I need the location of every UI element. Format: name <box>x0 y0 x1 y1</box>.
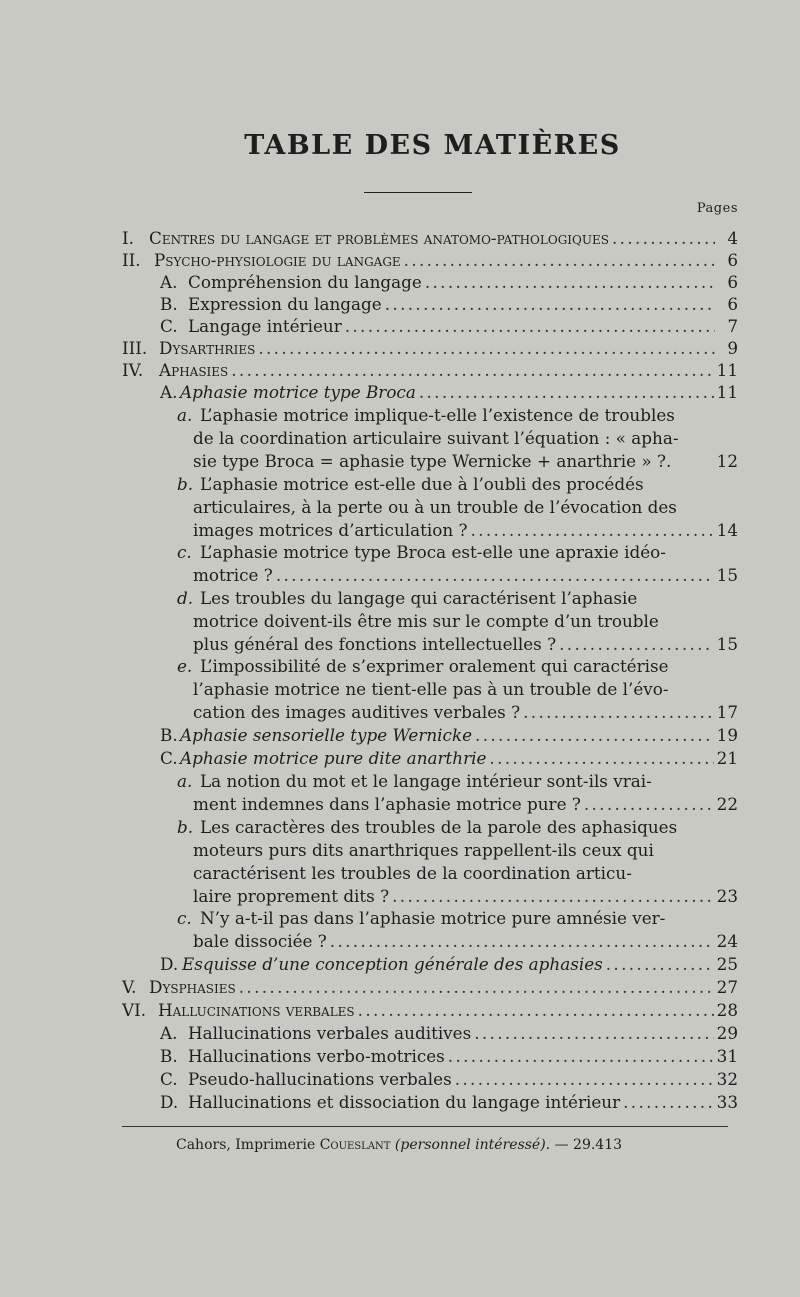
toc-page: 6 <box>727 272 738 292</box>
toc-text: Centres du langage et problèmes anatomo-pathologiques <box>149 228 609 248</box>
toc-page: 9 <box>727 338 738 358</box>
toc-number: VI. <box>122 1000 147 1020</box>
toc-text-line: bale dissociée ? <box>193 931 327 951</box>
toc-page: 27 <box>716 977 738 997</box>
dot-leader <box>345 316 715 336</box>
toc-text-line: articulaires, à la perte ou à un trouble de l’évocation des <box>193 497 677 517</box>
dot-leader <box>470 520 713 540</box>
dot-leader <box>448 1046 714 1066</box>
footer-divider <box>122 1126 728 1127</box>
toc-number: II. <box>122 250 141 270</box>
toc-page: 15 <box>716 634 738 654</box>
toc-number: D. <box>160 1092 179 1112</box>
toc-text-line: l’aphasie motrice ne tient-elle pas à un trouble de l’évo- <box>193 679 669 699</box>
toc-text-line: ment indemnes dans l’aphasie motrice pure ? <box>193 794 581 814</box>
toc-text-line: moteurs purs dits anarthriques rappellent-ils ceux qui <box>193 840 654 860</box>
colophon-printer: Coueslant <box>319 1137 391 1153</box>
toc-text-line: La notion du mot et le langage intérieur sont-ils vrai- <box>200 771 652 791</box>
colophon-prefix: Cahors, Imprimerie <box>176 1137 320 1153</box>
toc-page: 21 <box>716 748 738 768</box>
toc-number: D. <box>160 954 179 974</box>
toc-page: 11 <box>716 382 738 402</box>
dot-leader <box>489 748 713 768</box>
dot-leader <box>239 977 714 997</box>
page-title: TABLE DES MATIÈRES <box>244 130 621 161</box>
toc-page: 19 <box>716 725 738 745</box>
toc-page: 6 <box>727 294 738 314</box>
toc-text: Pseudo-hallucinations verbales <box>188 1069 452 1089</box>
toc-text: Aphasie motrice pure dite anarthrie <box>180 748 487 768</box>
toc-page: 29 <box>716 1023 738 1043</box>
toc-text-line: L’impossibilité de s’exprimer oralement qui caractérise <box>200 656 669 676</box>
toc-text-line: plus général des fonctions intellectuelles ? <box>193 634 557 654</box>
dot-leader <box>231 360 713 380</box>
dot-leader <box>606 954 714 974</box>
toc-text: Hallucinations verbales <box>158 1000 355 1020</box>
toc-number: c. <box>177 542 192 562</box>
dot-leader <box>385 294 715 314</box>
dot-leader <box>559 634 714 654</box>
toc-text-line: de la coordination articulaire suivant l’équation : « apha- <box>193 428 679 448</box>
toc-number: V. <box>122 977 137 997</box>
dot-leader <box>276 565 714 585</box>
toc-text: Psycho-physiologie du langage <box>154 250 401 270</box>
toc-number: III. <box>122 338 148 358</box>
toc-number: A. <box>160 1023 178 1043</box>
toc-page: 17 <box>716 702 738 722</box>
toc-text-line: laire proprement dits ? <box>193 886 390 906</box>
toc-text-line: Les caractères des troubles de la parole des aphasiques <box>200 817 678 837</box>
toc-number: B. <box>160 1046 178 1066</box>
toc-number: B. <box>160 725 178 745</box>
dot-leader <box>258 338 715 358</box>
toc-page: 12 <box>716 451 738 471</box>
toc-page: 22 <box>716 794 738 814</box>
printer-colophon <box>176 1137 622 1153</box>
dot-leader <box>523 702 714 722</box>
toc-number: a. <box>177 405 193 425</box>
toc-text-line: L’aphasie motrice est-elle due à l’oubli des procédés <box>200 474 644 494</box>
toc-page: 24 <box>716 931 738 951</box>
toc-text: Dysphasies <box>149 977 236 997</box>
toc-page: 31 <box>716 1046 738 1066</box>
dot-leader <box>623 1092 714 1112</box>
toc-number: e. <box>177 656 193 676</box>
toc-text: Dysarthries <box>159 338 256 358</box>
dot-leader <box>474 1023 713 1043</box>
dot-leader <box>455 1069 714 1089</box>
pages-column-label: Pages <box>696 201 738 216</box>
toc-text: Hallucinations verbales auditives <box>188 1023 472 1043</box>
toc-text: Compréhension du langage <box>188 272 422 292</box>
dot-leader <box>392 886 714 906</box>
toc-text-line: L’aphasie motrice type Broca est-elle une apraxie idéo- <box>200 542 666 562</box>
toc-text-line: Les troubles du langage qui caractérisent l’aphasie <box>200 588 638 608</box>
toc-page: 32 <box>716 1069 738 1089</box>
toc-number: b. <box>177 817 194 837</box>
toc-number: IV. <box>122 360 144 380</box>
toc-text-line: cation des images auditives verbales ? <box>193 702 521 722</box>
toc-number: A. <box>160 382 178 402</box>
toc-text-line: sie type Broca = aphasie type Wernicke + anarthrie » ?. <box>193 451 672 471</box>
toc-page: 7 <box>727 316 738 336</box>
dot-leader <box>404 250 715 270</box>
toc-text: Aphasies <box>159 360 229 380</box>
toc-number: C. <box>160 1069 178 1089</box>
dot-leader <box>419 382 714 402</box>
toc-text-line: L’aphasie motrice implique-t-elle l’existence de troubles <box>200 405 675 425</box>
toc-page: 14 <box>716 520 738 540</box>
toc-page: 33 <box>716 1092 738 1112</box>
toc-text: Hallucinations et dissociation du langage intérieur <box>188 1092 621 1112</box>
toc-text-line: N’y a-t-il pas dans l’aphasie motrice pure amnésie ver- <box>200 908 666 928</box>
toc-text: Aphasie sensorielle type Wernicke <box>180 725 473 745</box>
toc-number: d. <box>177 588 194 608</box>
toc-number: C. <box>160 316 178 336</box>
toc-text-line: motrice doivent-ils être mis sur le compte d’un trouble <box>193 611 659 631</box>
dot-leader <box>425 272 715 292</box>
toc-page: 6 <box>727 250 738 270</box>
title-divider <box>364 192 472 193</box>
dot-leader <box>475 725 714 745</box>
dot-leader <box>330 931 714 951</box>
toc-page: 4 <box>727 228 738 248</box>
toc-number: A. <box>160 272 178 292</box>
toc-number: b. <box>177 474 194 494</box>
toc-number: B. <box>160 294 178 314</box>
toc-page: 25 <box>716 954 738 974</box>
toc-text: Hallucinations verbo-motrices <box>188 1046 445 1066</box>
toc-page: 28 <box>716 1000 738 1020</box>
toc-page: 11 <box>716 360 738 380</box>
toc-number: a. <box>177 771 193 791</box>
toc-text-line: caractérisent les troubles de la coordination articu- <box>193 863 632 883</box>
toc-number: c. <box>177 908 192 928</box>
toc-number: I. <box>122 228 134 248</box>
toc-page: 15 <box>716 565 738 585</box>
toc-text-line: images motrices d’articulation ? <box>193 520 468 540</box>
toc-text: Langage intérieur <box>188 316 342 336</box>
toc-number: C. <box>160 748 178 768</box>
toc-text: Esquisse d’une conception générale des aphasies <box>182 954 603 974</box>
toc-text: Aphasie motrice type Broca <box>180 382 416 402</box>
dot-leader <box>584 794 714 814</box>
dot-leader <box>612 228 715 248</box>
colophon-suffix: — 29.413 <box>554 1137 623 1153</box>
colophon-note: (personnel intéressé). <box>394 1137 551 1153</box>
toc-page: 23 <box>716 886 738 906</box>
toc-text-line: motrice ? <box>193 565 273 585</box>
dot-leader <box>358 1000 714 1020</box>
toc-text: Expression du langage <box>188 294 382 314</box>
